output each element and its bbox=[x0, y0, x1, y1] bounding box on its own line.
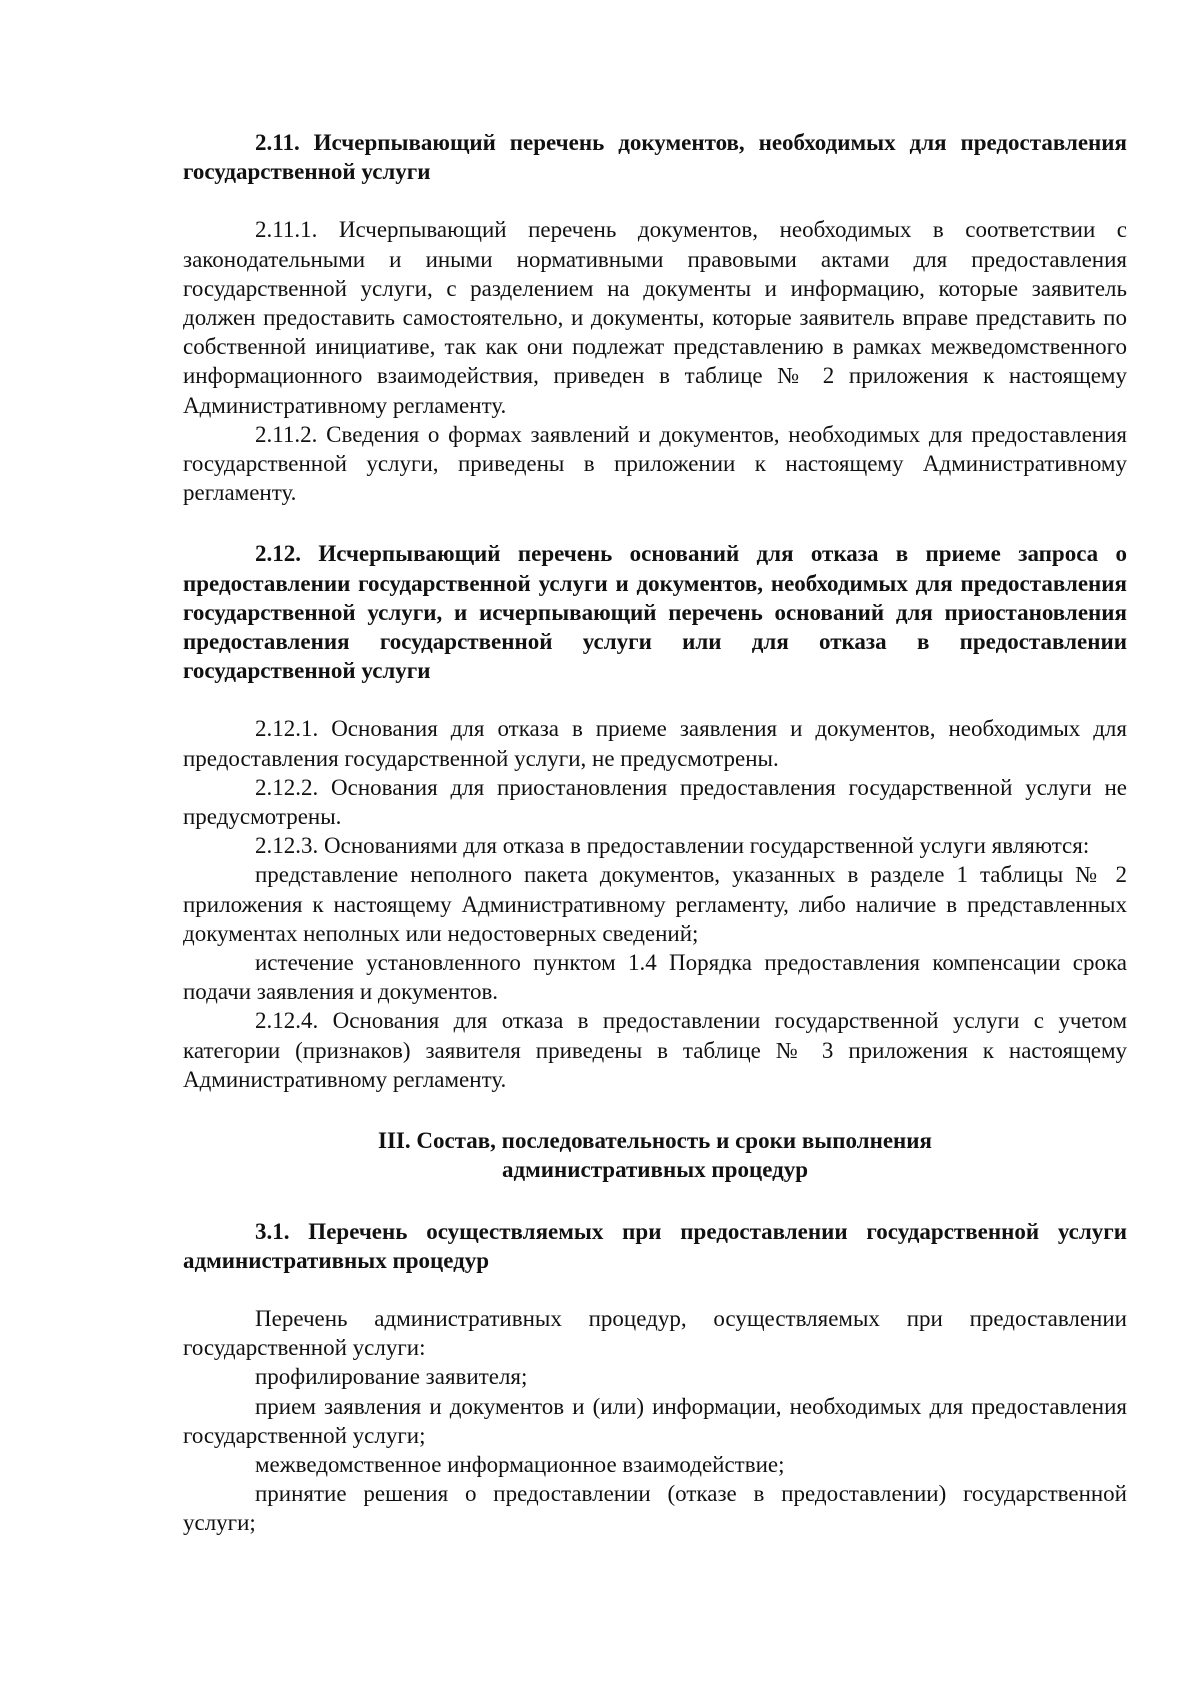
list-item-interagency-interaction: межведомственное информационное взаимодействие; bbox=[255, 1451, 785, 1477]
list-item-deadline-expired: истечение установленного пунктом 1.4 Порядка предоставления компенсации срока подачи заявления и документов. bbox=[183, 950, 1127, 1005]
section-2-11-heading: 2.11. Исчерпывающий перечень документов, необходимых для предоставления государственной услуги bbox=[183, 130, 1127, 185]
paragraph-2-12-4: 2.12.4. Основания для отказа в предоставлении государственной услуги с учетом категории (признаков) заявителя приведены в таблице № 3 приложения к настоящему Административному регламенту. bbox=[183, 1008, 1127, 1092]
paragraph-2-12-1: 2.12.1. Основания для отказа в приеме заявления и документов, необходимых для предоставления государственной услуги, не предусмотрены. bbox=[183, 716, 1127, 771]
list-item-incomplete-documents: представление неполного пакета документов, указанных в разделе 1 таблицы № 2 приложения к настоящему Административному регламенту, либо наличие в представленных документах неполных или недостоверных сведений; bbox=[183, 862, 1127, 946]
section-3-1-heading: 3.1. Перечень осуществляемых при предоставлении государственной услуги административных процедур bbox=[183, 1218, 1127, 1273]
list-item-decision: принятие решения о предоставлении (отказе в предоставлении) государственной услуги; bbox=[183, 1481, 1127, 1536]
chapter-3-heading-line1: III. Состав, последовательность и сроки выполнения bbox=[378, 1128, 932, 1154]
paragraph-2-11-1: 2.11.1. Исчерпывающий перечень документов, необходимых в соответствии с законодательными и иными нормативными правовыми актами для предоставления государственной услуги, с разделением на документы и информацию, которые заявитель должен предоставить самостоятельно, и документы, которые заявитель вправе представить по собственной инициативе, так как они подлежат представлению в рамках межведомственного информационного взаимодействия, приведен в таблице № 2 приложения к настоящему Административному регламенту. bbox=[183, 217, 1127, 418]
paragraph-2-12-3: 2.12.3. Основаниями для отказа в предоставлении государственной услуги являются: bbox=[255, 833, 1090, 859]
document-page bbox=[183, 128, 1127, 1538]
paragraph-3-1-intro: Перечень административных процедур, осуществляемых при предоставлении государственной услуги: bbox=[183, 1305, 1127, 1361]
paragraph-2-12-2: 2.12.2. Основания для приостановления предоставления государственной услуги не предусмотрены. bbox=[183, 774, 1127, 830]
section-2-12-heading: 2.12. Исчерпывающий перечень оснований для отказа в приеме запроса о предоставлении государственной услуги и документов, необходимых для предоставления государственной услуги, и исчерпывающий перечень оснований для приостановления предоставления государственной услуги или для отказа в предоставлении государственной услуги bbox=[183, 541, 1127, 684]
list-item-profiling: профилирование заявителя; bbox=[255, 1364, 528, 1390]
paragraph-2-11-2: 2.11.2. Сведения о формах заявлений и документов, необходимых для предоставления государственной услуги, приведены в приложении к настоящему Административному регламенту. bbox=[183, 421, 1127, 506]
list-item-application-intake: прием заявления и документов и (или) информации, необходимых для предоставления государственной услуги; bbox=[183, 1393, 1127, 1448]
chapter-3-heading-line2: административных процедур bbox=[501, 1157, 809, 1183]
